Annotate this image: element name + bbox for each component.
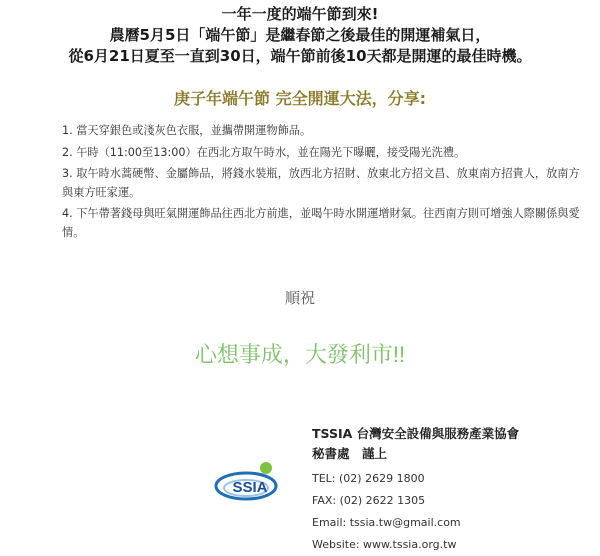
contact-website[interactable]: Website: www.tssia.org.tw (312, 538, 457, 551)
logo-text: SSIA (232, 479, 268, 496)
signature-block (312, 424, 592, 556)
intro-line-1: 一年一度的端午節到來! (221, 5, 379, 23)
logo-graphic (214, 458, 286, 506)
regards-text: 順祝 (284, 289, 315, 307)
wish-text: 心想事成，大發利市!! (194, 342, 406, 367)
org-name: TSSIA 台灣安全設備與服務產業協會 (312, 426, 520, 441)
contact-tel: TEL: (02) 2629 1800 (312, 472, 425, 485)
intro-line-3: 從6月21日夏至一直到30日，端午節前後10天都是開運的最佳時機。 (68, 47, 532, 65)
list-item: 3. 取午時水蒿硬幣、金屬飾品，將錢水裝瓶，放西北方招財、放東北方招文昌、放東南方招貴人，放南方與東方旺家運。 (62, 167, 580, 199)
list-item: 2. 午時（11:00至13:00）在西北方取午時水，並在陽光下曝曬，接受陽光洗禮。 (62, 145, 466, 159)
list-item: 4. 下午帶著錢母與旺氣開運飾品往西北方前進，並喝午時水開運增財氣。往西南方則可增強人際關係與愛情。 (62, 207, 580, 239)
steps-list (62, 122, 582, 245)
tssia-logo (214, 458, 286, 506)
section-heading: 庚子年端午節 完全開運大法，分享: (174, 89, 426, 108)
contact-email[interactable]: Email: tssia.tw@gmail.com (312, 516, 461, 529)
org-department: 秘書處 謹上 (312, 446, 388, 461)
contact-fax: FAX: (02) 2622 1305 (312, 494, 426, 507)
intro-line-2: 農曆5月5日「端午節」是繼春節之後最佳的開運補氣日， (109, 26, 491, 44)
intro-paragraph (0, 4, 600, 67)
logo-leaf-icon (260, 462, 272, 474)
list-item: 1. 當天穿銀色或淺灰色衣服，並攜帶開運物飾品。 (62, 124, 312, 137)
